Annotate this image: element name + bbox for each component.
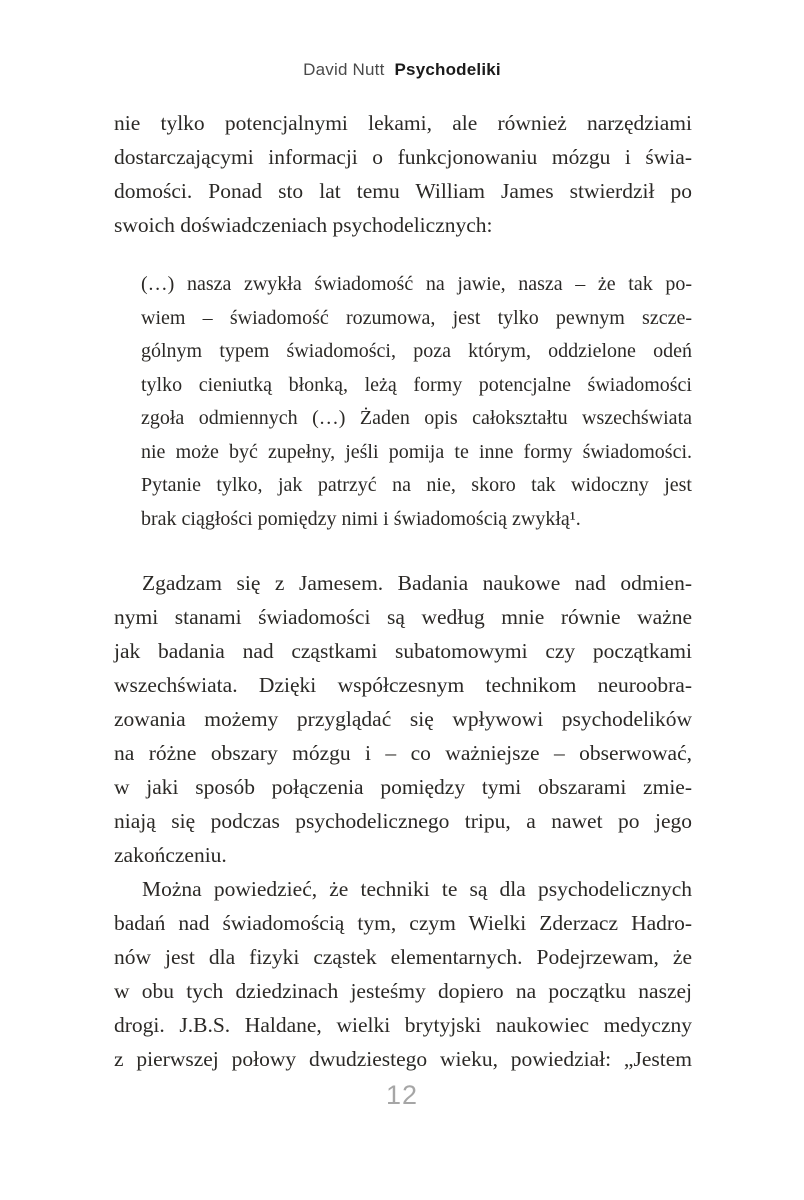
text-line: Pytanie tylko, jak patrzyć na nie, skoro tak widoczny jest xyxy=(141,474,692,496)
text-line: nów jest dla fizyki cząstek elementarnych. Podejrzewam, że xyxy=(114,945,692,969)
text-line: nymi stanami świadomości są według mnie równie ważne xyxy=(114,605,692,629)
text-line: tylko cieniutką błonką, leżą formy potencjalne świadomości xyxy=(141,373,692,396)
text-line: gólnym typem świadomości, poza którym, oddzielone odeń xyxy=(141,340,692,362)
text-line: niają się podczas psychodelicznego tripu, a nawet po jego xyxy=(114,809,692,833)
text-line: dostarczającymi informacji o funkcjonowaniu mózgu i świa- xyxy=(114,145,692,169)
text-line: wiem – świadomość rozumowa, jest tylko pewnym szcze- xyxy=(141,306,692,329)
text-line: zakończeniu. xyxy=(114,843,227,867)
text-line: (…) nasza zwykła świadomość na jawie, nasza – że tak po- xyxy=(141,273,692,295)
text-line: Zgadzam się z Jamesem. Badania naukowe nad odmien- xyxy=(142,571,692,595)
text-line: drogi. J.B.S. Haldane, wielki brytyjski naukowiec medyczny xyxy=(114,1013,692,1037)
text-line: swoich doświadczeniach psychodelicznych: xyxy=(114,213,493,237)
page-number: 12 xyxy=(385,1080,419,1110)
text-line: w obu tych dziedzinach jesteśmy dopiero na początku naszej xyxy=(114,979,692,1003)
text-line: zowania możemy przyglądać się wpływowi psychodelików xyxy=(114,707,692,731)
text-line: badań nad świadomością tym, czym Wielki Zderzacz Hadro- xyxy=(114,911,692,935)
text-line: brak ciągłości pomiędzy nimi i świadomością zwykłą¹. xyxy=(141,507,581,530)
text-line: w jaki sposób połączenia pomiędzy tymi obszarami zmie- xyxy=(114,775,692,799)
james-blockquote xyxy=(141,268,692,536)
text-line: nie może być zupełny, jeśli pomija te inne formy świadomości. xyxy=(141,440,692,463)
running-header xyxy=(0,60,804,80)
page-text xyxy=(114,106,692,1076)
opening-paragraph xyxy=(114,106,692,242)
text-line: na różne obszary mózgu i – co ważniejsze – obserwować, xyxy=(114,741,692,765)
text-line: domości. Ponad sto lat temu William James stwierdził po xyxy=(114,179,692,203)
paragraph-mozna-powiedziec xyxy=(114,872,692,1076)
header-author: David Nutt xyxy=(303,60,385,79)
text-line: z pierwszej połowy dwudziestego wieku, powiedział: „Jestem xyxy=(114,1047,692,1071)
text-line: wszechświata. Dzięki współczesnym technikom neuroobra- xyxy=(114,673,692,697)
text-line: nie tylko potencjalnymi lekami, ale również narzędziami xyxy=(114,111,692,135)
text-line: Można powiedzieć, że techniki te są dla psychodelicznych xyxy=(142,877,692,901)
paragraph-zgadzam-sie xyxy=(114,566,692,872)
header-book-title: Psychodeliki xyxy=(394,60,501,79)
text-line: jak badania nad cząstkami subatomowymi czy początkami xyxy=(114,639,692,663)
text-line: zgoła odmiennych (…) Żaden opis całokształtu wszechświata xyxy=(141,407,692,429)
